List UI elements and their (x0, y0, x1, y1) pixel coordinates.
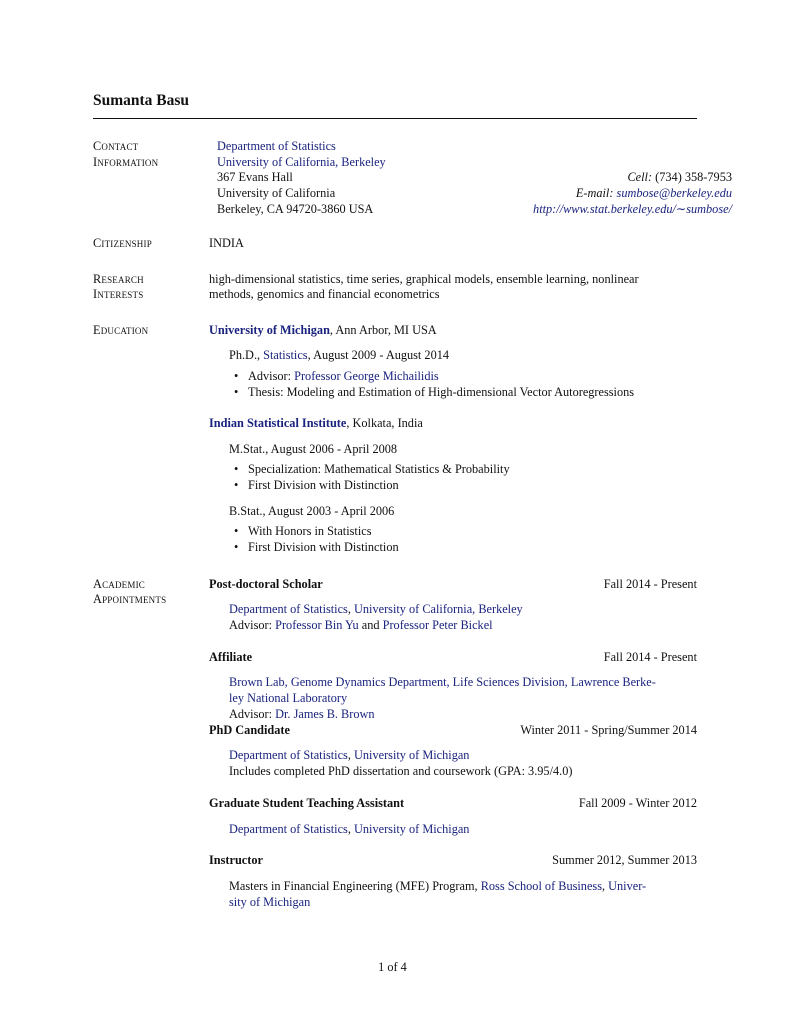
appointment-dates: Winter 2011 - Spring/Summer 2014 (520, 723, 697, 737)
mstat-degree: M.Stat., August 2006 - April 2008 (229, 442, 398, 456)
research-interests-line: high-dimensional statistics, time series, graphical models, ensemble learning, nonlinear (209, 272, 639, 286)
appointment-dates: Summer 2012, Summer 2013 (552, 853, 697, 867)
bstat-degree: B.Stat., August 2003 - April 2006 (229, 504, 395, 518)
advisor-label: Advisor: (229, 707, 276, 721)
contact-email (576, 186, 732, 202)
list-item: • Specialization: Mathematical Statistics & Probability (229, 462, 510, 478)
phd-affiliation: Department of Statistics, University of Michigan (229, 748, 470, 762)
bstat-bullets (229, 524, 399, 555)
advisor-link[interactable]: Professor Bin Yu (275, 618, 359, 632)
appointment-dates: Fall 2014 - Present (603, 650, 697, 664)
ross-link[interactable]: Ross School of Business (480, 879, 602, 893)
umich-link[interactable]: Univer- (608, 879, 647, 893)
citizenship-value: INDIA (209, 236, 244, 250)
list-item (229, 369, 634, 385)
phd-prefix: Ph.D., (229, 348, 264, 362)
affiliate-lab-link-cont[interactable]: ley National Laboratory (229, 691, 348, 705)
contact-university-link[interactable]: University of California, Berkeley (217, 155, 386, 169)
contact-address-line: University of California (217, 186, 336, 200)
edu-isi (209, 416, 423, 432)
list-item: • With Honors in Statistics (229, 524, 399, 540)
phd-bullets (229, 369, 634, 400)
gsta-affiliation: Department of Statistics, University of Michigan (229, 822, 470, 836)
univ-link[interactable]: University of Michigan (354, 748, 470, 762)
statistics-link[interactable]: Statistics (263, 348, 308, 362)
umich-location: , Ann Arbor, MI USA (329, 323, 437, 337)
section-label-contact-2: Information (93, 155, 159, 169)
section-label-research: Research (93, 272, 144, 286)
appointment-title: PhD Candidate (209, 723, 290, 737)
contact-cell (627, 170, 732, 186)
list-item: • Thesis: Modeling and Estimation of High-dimensional Vector Autoregressions (229, 385, 634, 401)
section-label-citizenship: Citizenship (93, 236, 152, 250)
univ-link[interactable]: University of California, Berkeley (354, 602, 523, 616)
page-title: Sumanta Basu (93, 92, 190, 109)
email-link[interactable]: sumbose@berkeley.edu (616, 186, 732, 200)
umich-link[interactable]: University of Michigan (209, 323, 330, 337)
email-label: E-mail: (575, 186, 614, 200)
and-text: and (358, 618, 383, 632)
comma: , (601, 879, 609, 893)
section-label-appointments: Academic (93, 577, 145, 591)
list-item: • First Division with Distinction (229, 540, 399, 556)
advisor-label: Advisor: (229, 618, 276, 632)
section-label-research-2: Interests (93, 287, 144, 301)
postdoc-affiliation: Department of Statistics, University of California, Berkeley (229, 602, 523, 616)
dept-link[interactable]: Department of Statistics (229, 602, 348, 616)
contact-department-link[interactable]: Department of Statistics (217, 139, 336, 153)
appointment-title: Graduate Student Teaching Assistant (209, 796, 405, 810)
affiliate-lab-link[interactable]: Brown Lab, Genome Dynamics Department, Life Sciences Division, Lawrence Berke- (229, 675, 656, 689)
page-number: 1 of 4 (378, 960, 407, 974)
research-interests-line: methods, genomics and financial econometrics (209, 287, 440, 301)
appointment-title: Affiliate (209, 650, 253, 664)
dept-link[interactable]: Department of Statistics (229, 822, 348, 836)
appointment-dates: Fall 2014 - Present (603, 577, 697, 591)
appointment-title: Post-doctoral Scholar (209, 577, 323, 591)
appointment-title: Instructor (209, 853, 263, 867)
homepage-link[interactable]: http://www.stat.berkeley.edu/∼sumbose/ (533, 202, 732, 216)
phd-degree (229, 348, 449, 364)
program-text: Masters in Financial Engineering (MFE) Program, (229, 879, 481, 893)
instructor-program (229, 879, 646, 895)
list-item: • First Division with Distinction (229, 478, 510, 494)
contact-address-line: Berkeley, CA 94720-3860 USA (217, 202, 374, 216)
mstat-bullets (229, 462, 510, 493)
advisor-link[interactable]: Professor Peter Bickel (382, 618, 493, 632)
phd-dates: , August 2009 - August 2014 (307, 348, 450, 362)
advisor-link[interactable]: Dr. James B. Brown (275, 707, 375, 721)
isi-location: , Kolkata, India (346, 416, 423, 430)
advisor-label: Advisor: (248, 369, 295, 383)
phd-note: Includes completed PhD dissertation and coursework (GPA: 3.95/4.0) (229, 764, 573, 778)
section-label-education: Education (93, 323, 149, 337)
contact-address-line: 367 Evans Hall (217, 170, 293, 184)
cell-number: (734) 358-7953 (655, 170, 732, 184)
postdoc-advisors (229, 618, 493, 634)
cell-label: Cell: (627, 170, 653, 184)
edu-umich (209, 323, 437, 339)
umich-link-cont[interactable]: sity of Michigan (229, 895, 311, 909)
section-label-appointments-2: Appointments (93, 592, 167, 606)
advisor-link[interactable]: Professor George Michailidis (294, 369, 439, 383)
isi-link[interactable]: Indian Statistical Institute (209, 416, 347, 430)
section-label-contact: Contact (93, 139, 139, 153)
univ-link[interactable]: University of Michigan (354, 822, 470, 836)
dept-link[interactable]: Department of Statistics (229, 748, 348, 762)
appointment-dates: Fall 2009 - Winter 2012 (578, 796, 697, 810)
title-rule (93, 118, 697, 119)
affiliate-advisor (229, 707, 375, 723)
